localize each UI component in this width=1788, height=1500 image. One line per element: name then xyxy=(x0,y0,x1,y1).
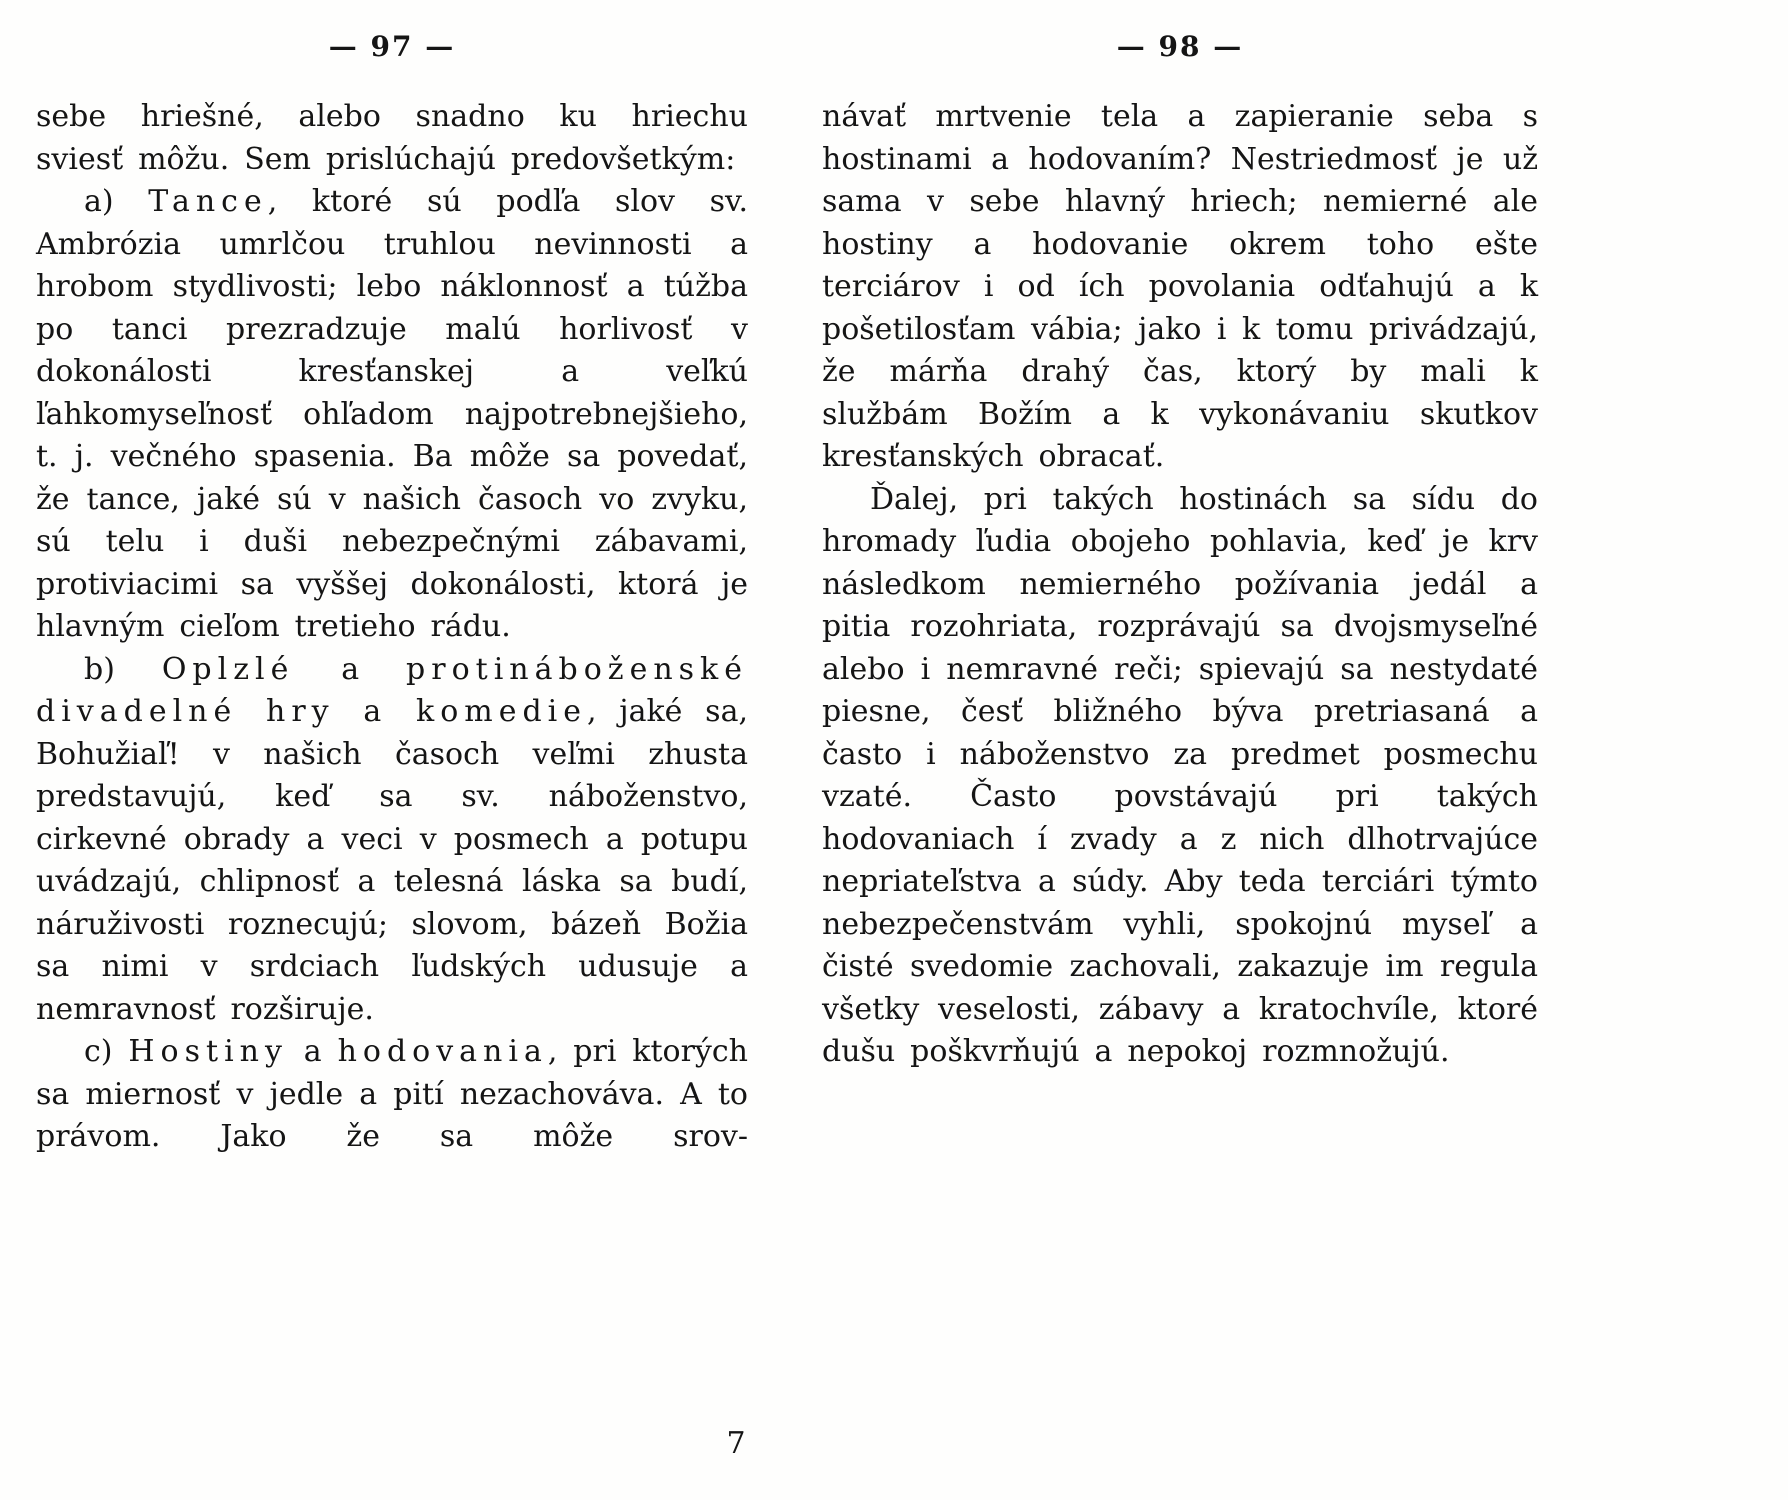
text-run: sebe hriešné, alebo snadno ku hriechu sviesť môžu. Sem prislúchajú predovšetkým: xyxy=(36,99,748,177)
page-number-left: — 97 — xyxy=(328,30,456,63)
text-run: , ktoré sú podľa slov sv. Ambrózia umrlčou truhlou nevinnosti a hrobom stydlivosti; lebo náklonnosť a túžba po tanci prezradzuje malú horlivosť v dokonálosti kresťanskej a veľkú ľahkomyseľnosť ohľadom najpotrebnejšieho, t. j. večného spasenia. Ba môže sa povedať, že tance, jaké sú v našich časoch vo zvyku, sú telu i duši nebezpečnými zábavami, protiviacimi sa vyššej dokonálosti, ktorá je hlavným cieľom tretieho rádu. xyxy=(36,184,748,644)
text-run: Ďalej, pri takých hostinách sa sídu do hromady ľudia obojeho pohlavia, keď je krv následkom nemierného požívania jedál a pitia rozohriata, rozprávajú sa dvojsmyseľné alebo i nemravné reči; spievajú sa nestydaté piesne, česť bližného býva pretriasaná a často i náboženstvo za predmet posmechu vzaté. Často povstávajú pri takých hodovaniach í zvady a z nich dlhotrvajúce nepriateľstva a súdy. Aby teda terciári týmto nebezpečenstvám vyhli, spokojnú myseľ a čisté svedomie zachovali, zakazuje im regula všetky veselosti, zábavy a kratochvíle, ktoré dušu poškvrňujú a nepokoj rozmnožujú. xyxy=(822,481,1538,1069)
text-run: b) xyxy=(84,651,162,687)
page-text-left xyxy=(36,96,748,1159)
text-run: c) xyxy=(84,1034,129,1069)
paragraph xyxy=(822,479,1538,1074)
text-run: a) xyxy=(84,184,149,219)
text-run: návať mrtvenie tela a zapieranie seba s hostinami a hodovaním? Nestriedmosť je už sama v sebe hlavný hriech; nemierné ale hostiny a hodovanie okrem toho ešte terciárov i od ích povolania odťahujú a k pošetilosťam vábia; jako i k tomu privádzajú, že márňa drahý čas, ktorý by mali k službám Božím a k vykonávaniu skutkov kresťanských obracať. xyxy=(822,99,1538,474)
emphasized-text-run: Hostiny xyxy=(128,1034,288,1069)
paragraph xyxy=(822,96,1538,479)
emphasized-text-run: Oplzlé xyxy=(161,651,295,687)
text-run: , jaké sa, Bohužiaľ! v našich časoch veľmi zhusta predstavujú, keď sa sv. náboženstvo, cirkevné obrady a veci v posmech a potupu uvádzajú, chlipnosť a telesná láska sa budí, náruživosti roznecujú; slovom, bázeň Božia sa nimi v srdciach ľudských udusuje a nemravnosť rozširuje. xyxy=(36,694,748,1027)
paragraph xyxy=(36,96,748,181)
emphasized-text-run: hodovania xyxy=(337,1034,548,1069)
paragraph xyxy=(36,181,748,649)
text-run: a xyxy=(287,1034,338,1069)
page-text-right xyxy=(822,96,1538,1074)
page-number-right: — 98 — xyxy=(1116,30,1244,63)
emphasized-text-run: protináboženské divadelné hry a komedie xyxy=(36,651,748,729)
text-run: a xyxy=(294,651,407,687)
text-run: , pri ktorých sa miernosť v jedle a pití nezachováva. A to právom. Jako že sa môže srov- xyxy=(36,1034,748,1154)
paragraph xyxy=(36,649,748,1032)
emphasized-text-run: Tance xyxy=(148,184,268,219)
signature-mark: 7 xyxy=(726,1426,746,1461)
paragraph xyxy=(36,1031,748,1159)
